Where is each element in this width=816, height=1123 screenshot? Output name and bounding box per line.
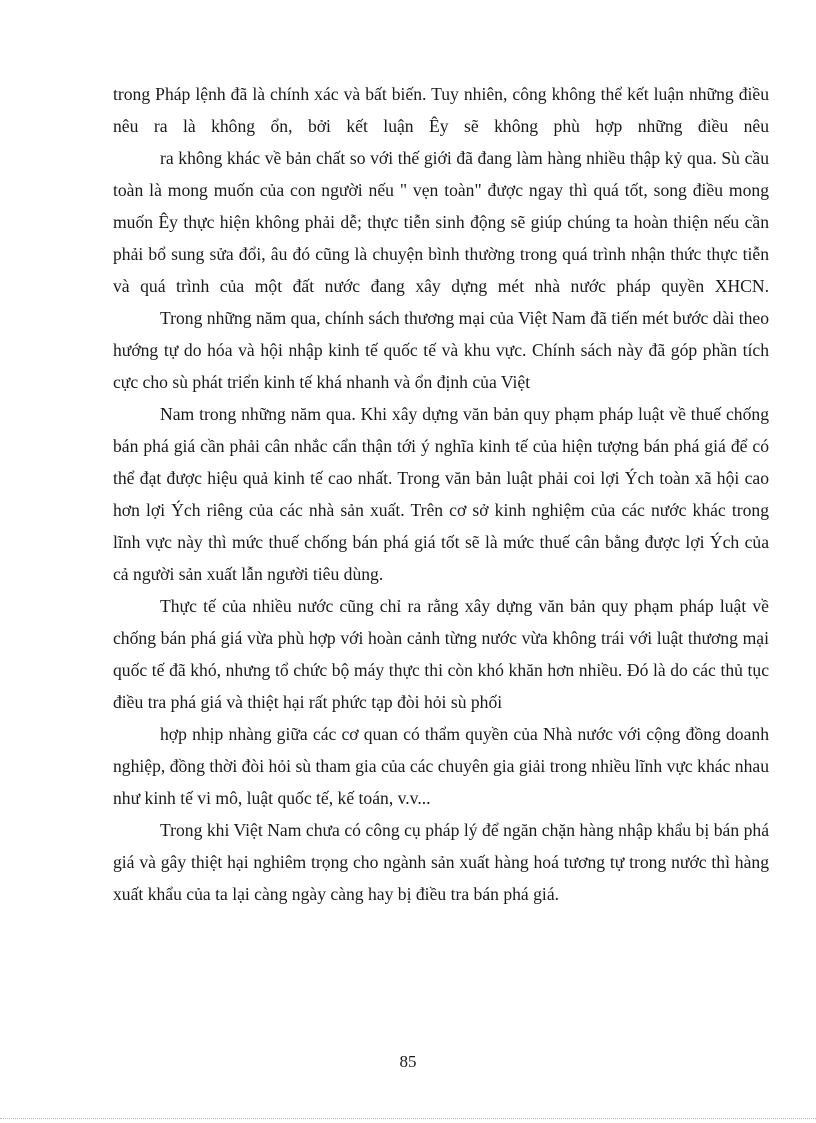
paragraph-4: Nam trong những năm qua. Khi xây dựng văn bản quy phạm pháp luật về thuế chống bán phá giá cần phải cân nhắc cẩn thận tới ý nghĩa kinh tế của hiện tượng bán phá giá để có thể đạt được hiệu quả kinh tế cao nhất. Trong văn bản luật phải coi lợi Ých toàn xã hội cao hơn lợi Ých riêng của các nhà sản xuất. Trên cơ sở kinh nghiệm của các nước khác trong lĩnh vực này thì mức thuế chống bán phá giá tốt sẽ là mức thuế cân bằng được lợi Ých của cả người sản xuất lẫn người tiêu dùng.	[113, 404, 769, 584]
paragraph-3: Trong những năm qua, chính sách thương mại của Việt Nam đã tiến mét bước dài theo hướng tự do hóa và hội nhập kinh tế quốc tế và khu vực. Chính sách này đã góp phần tích cực cho sù phát triển kinh tế khá nhanh và ổn định của Việt	[113, 308, 769, 392]
paragraph-5: Thực tế của nhiều nước cũng chỉ ra rằng xây dựng văn bản quy phạm pháp luật về chống bán phá giá vừa phù hợp với hoàn cảnh từng nước vừa không trái với luật thương mại quốc tế đã khó, nhưng tổ chức bộ máy thực thi còn khó khăn hơn nhiều. Đó là do các thủ tục điều tra phá giá và thiệt hại rất phức tạp đòi hỏi sù phối	[113, 596, 769, 712]
paragraph-6: hợp nhịp nhàng giữa các cơ quan có thẩm quyền của Nhà nước với cộng đồng doanh nghiệp, đồng thời đòi hỏi sù tham gia của các chuyên gia giải trong nhiều lĩnh vực khác nhau như kinh tế vi mô, luật quốc tế, kế toán, v.v...	[113, 724, 769, 808]
body-text	[113, 78, 769, 910]
paragraph-7: Trong khi Việt Nam chưa có công cụ pháp lý để ngăn chặn hàng nhập khẩu bị bán phá giá và gây thiệt hại nghiêm trọng cho ngành sản xuất hàng hoá tương tự trong nước thì hàng xuất khẩu của ta lại càng ngày càng hay bị điều tra bán phá giá.	[113, 820, 769, 904]
paragraph-2: ra không khác về bản chất so với thế giới đã đang làm hàng nhiều thập kỷ qua. Sù cầu toàn là mong muốn của con người nếu " vẹn toàn" được ngay thì quá tốt, song điều mong muốn Êy thực hiện không phải dễ; thực tiễn sinh động sẽ giúp chúng ta hoàn thiện nếu cần phải bổ sung sửa đổi, âu đó cũng là chuyện bình thường trong quá trình nhận thức thực tiễn và quá trình của một đất nước đang xây dựng mét nhà nước pháp quyền XHCN.	[113, 148, 769, 296]
page-number: 85	[399, 1052, 417, 1071]
paragraph-1: trong Pháp lệnh đã là chính xác và bất biến. Tuy nhiên, công không thể kết luận những điều nêu ra là không ổn, bởi kết luận Êy sẽ không phù hợp những điều nêu	[113, 84, 769, 136]
footer-dotted-rule	[0, 1118, 816, 1119]
